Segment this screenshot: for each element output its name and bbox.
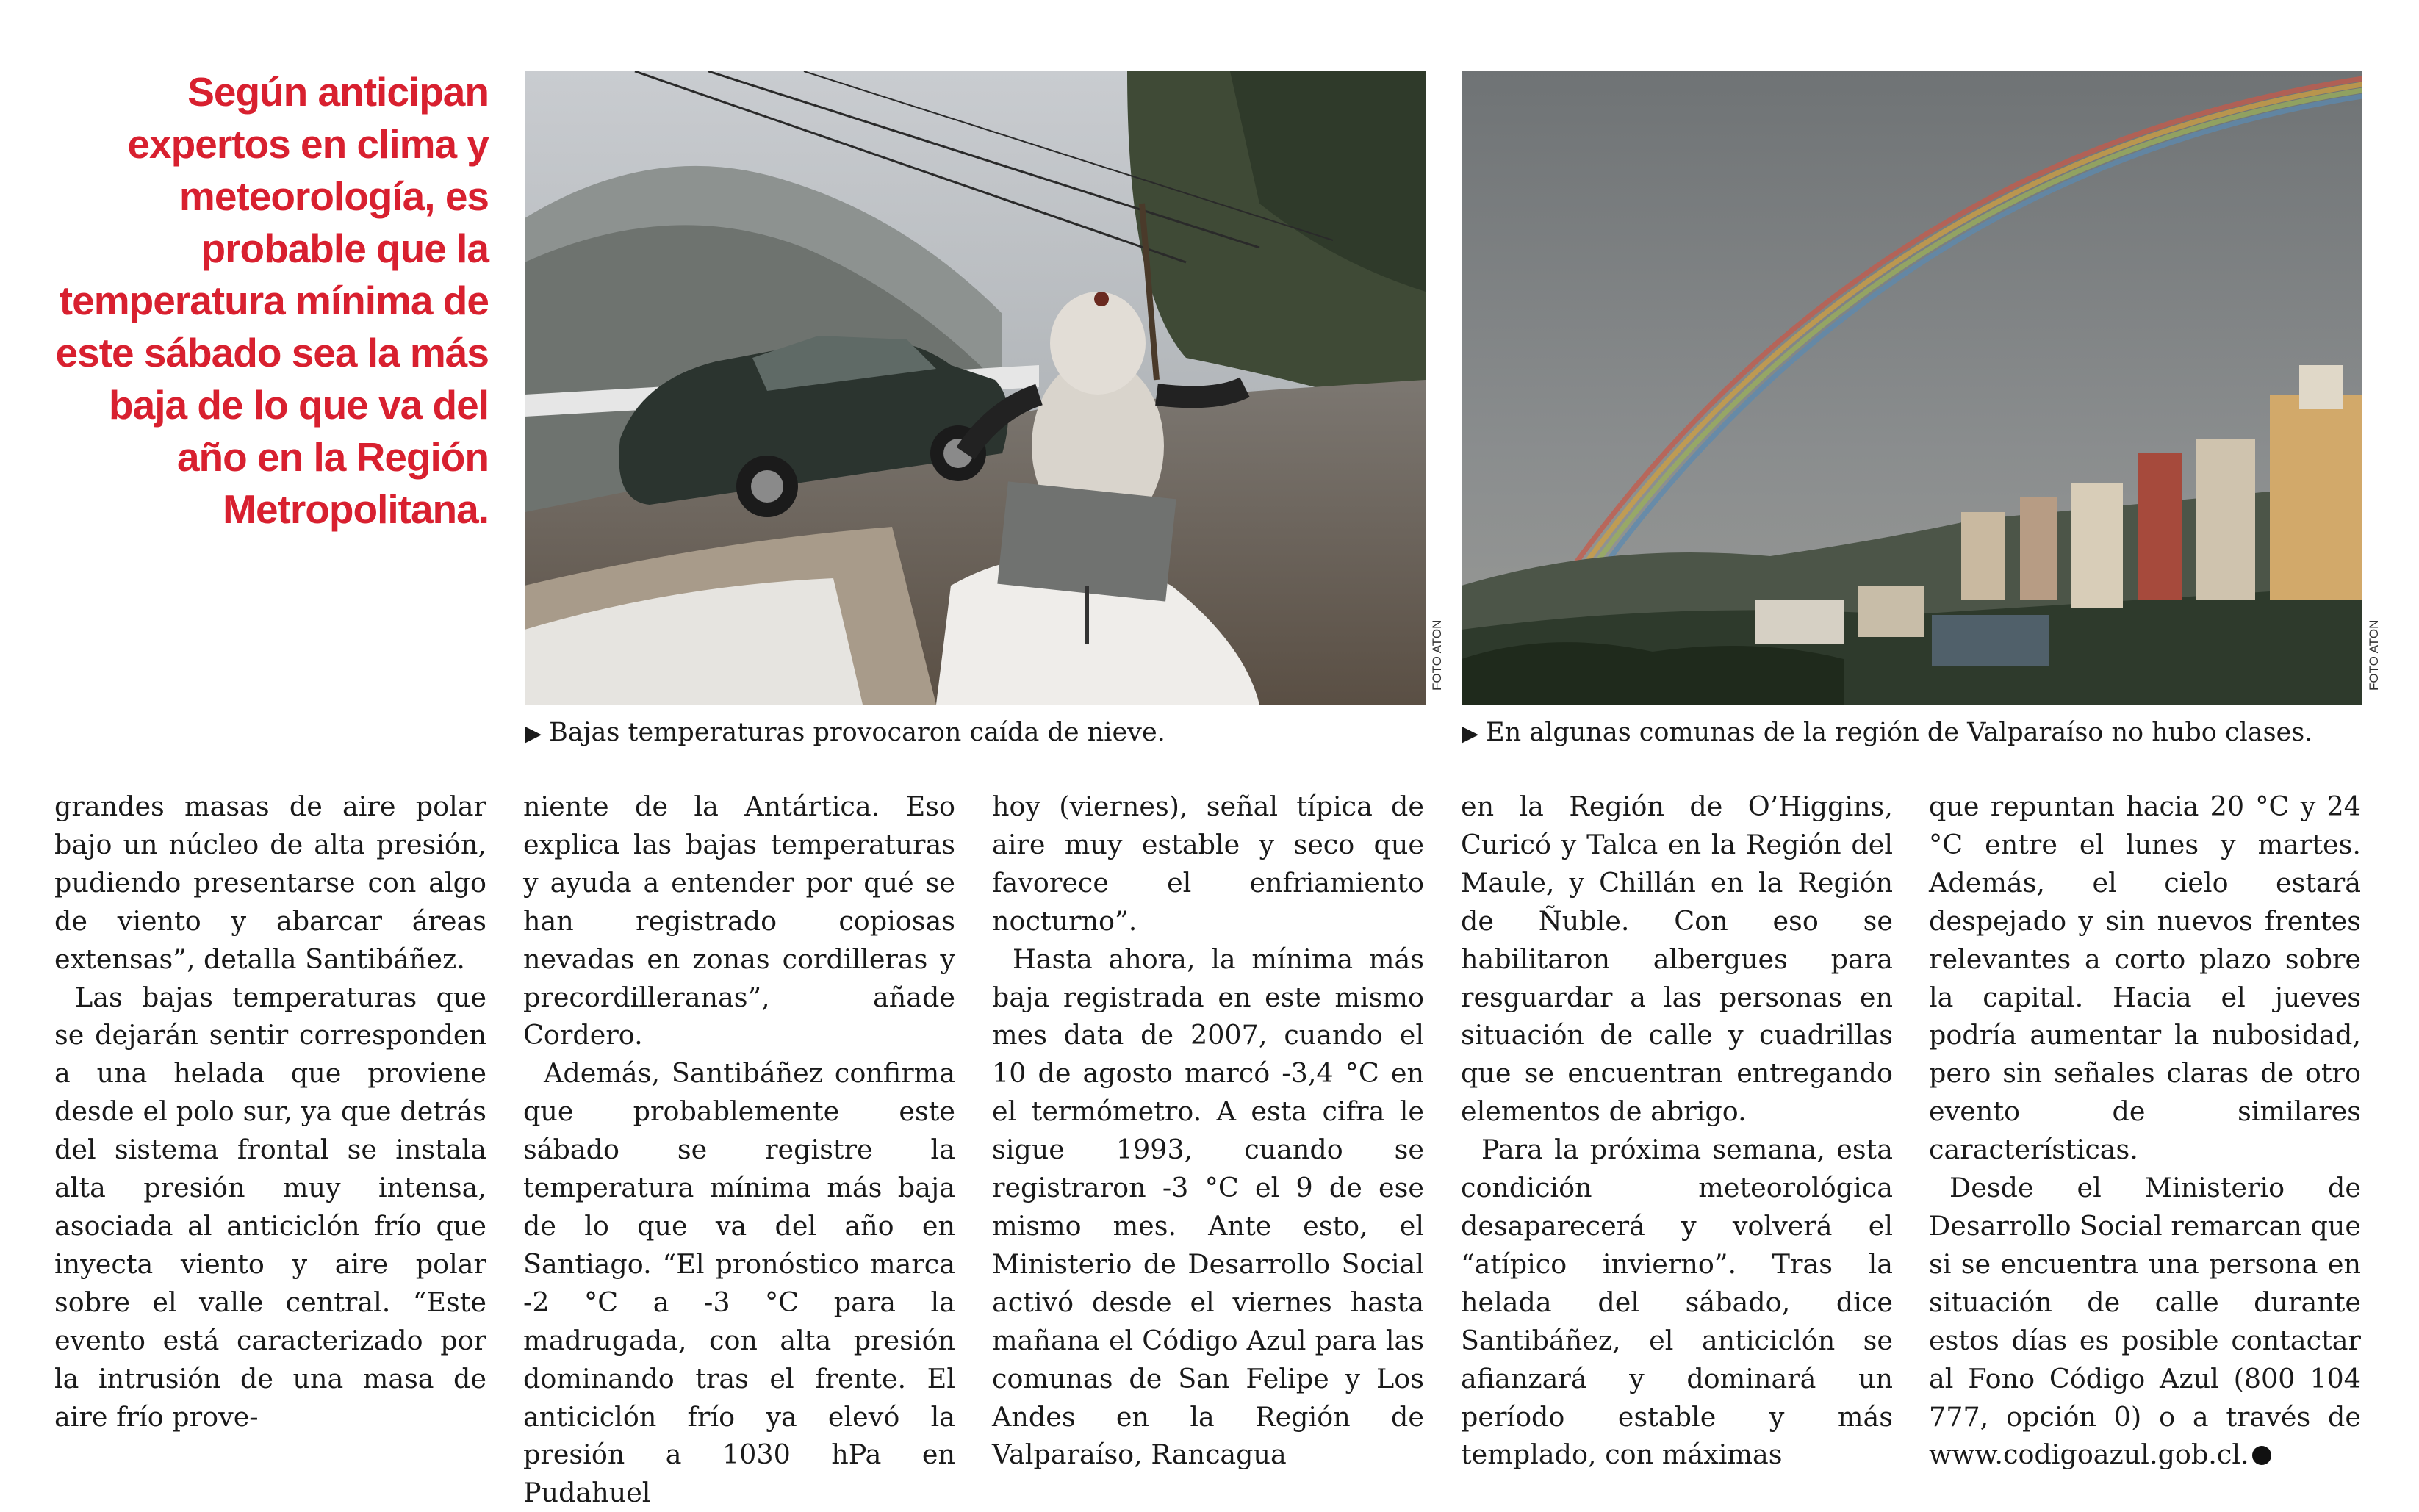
rainbow-photo	[1462, 71, 2362, 705]
article-paragraph: en la Región de O’Higgins, Curicó y Talca en la Región del Maule, y Chillán en la Región de Ñuble. Con eso se habilitaron albergues para resguardar a las personas en situación de calle y cuadrillas que se encuentran entregando elementos de abrigo.	[1461, 791, 1893, 1128]
article-paragraph	[1929, 1169, 2361, 1474]
photo-credit: FOTO ATON	[1430, 619, 1444, 691]
end-mark-icon	[2252, 1446, 2271, 1465]
article-paragraph: niente de la Antártica. Eso explica las bajas temperaturas y ayuda a entender por qué se han registrado copiosas nevadas en zonas cordilleras y precordilleranas”, añade Cordero.	[523, 791, 955, 1051]
caption-text: Bajas temperaturas provocaron caída de nieve.	[549, 718, 1165, 747]
article-paragraph: que repuntan hacia 20 °C y 24 °C entre el lunes y martes. Además, el cielo estará despejado y sin nuevos frentes relevantes a corto plazo sobre la capital. Hacia el jueves podría aumentar la nubosidad, pero sin señales claras de otro evento de similares características.	[1929, 791, 2361, 1166]
caption-text: En algunas comunas de la región de Valparaíso no hubo clases.	[1486, 718, 2313, 747]
article-paragraph: hoy (viernes), señal típica de aire muy estable y seco que favorece el enfriamiento nocturno”.	[992, 791, 1424, 937]
play-triangle-icon: ▶	[525, 721, 542, 746]
article-column	[523, 788, 955, 1512]
article-column	[1929, 788, 2361, 1474]
snowman-photo	[525, 71, 1426, 705]
article-paragraph: Las bajas temperaturas que se dejarán sentir corresponden a una helada que proviene desde el polo sur, ya que detrás del sistema frontal se instala alta presión muy intensa, asociada al anticiclón frío que inyecta viento y aire polar sobre el valle central. “Este evento está caracterizado por la intrusión de una masa de aire frío prove-	[54, 981, 486, 1433]
photo-credit: FOTO ATON	[2367, 619, 2381, 691]
article-paragraph: Para la próxima semana, esta condición meteorológica desaparecerá y volverá el “atípico invierno”. Tras la helada del sábado, dice Santibáñez, el anticiclón se afianzará y dominará un período estable y más templado, con máximas	[1461, 1134, 1893, 1471]
photo-caption	[1462, 714, 2312, 751]
article-column	[1461, 788, 1893, 1474]
article-paragraph: grandes masas de aire polar bajo un núcleo de alta presión, pudiendo presentarse con algo de viento y abarcar áreas extensas”, detalla Santibáñez.	[54, 791, 486, 975]
article-column	[54, 788, 486, 1436]
article-paragraph: Además, Santibáñez confirma que probablemente este sábado se registre la temperatura mínima más baja de lo que va del año en Santiago. “El pronóstico marca -2 °C a -3 °C para la madrugada, con alta presión dominando tras el frente. El anticiclón frío ya elevó la presión a 1030 hPa en Pudahuel	[523, 1057, 955, 1509]
rainbow-photo-image	[1462, 71, 2362, 705]
closing-paragraph-text: Desde el Ministerio de Desarrollo Social remarcan que si se encuentra una persona en situación de calle durante estos días es posible contactar al Fono Código Azul (800 104 777, opción 0) o a través de www.codigoazul.gob.cl.	[1929, 1172, 2361, 1471]
pull-quote: Según anticipan expertos en clima y meteorología, es probable que la temperatura mínima de este sábado sea la más baja de lo que va del año en la Región Metropolitana.	[55, 69, 489, 532]
article-paragraph: Hasta ahora, la mínima más baja registrada en este mismo mes data de 2007, cuando el 10 de agosto marcó -3,4 °C en el termómetro. A esta cifra le sigue 1993, cuando se registraron -3 °C el 9 de ese mismo mes. Ante esto, el Ministerio de Desarrollo Social activó desde el viernes hasta mañana el Código Azul para las comunas de San Felipe y Los Andes en la Región de Valparaíso, Rancagua	[992, 943, 1424, 1471]
snowman-photo-image	[525, 71, 1426, 705]
play-triangle-icon: ▶	[1462, 721, 1479, 746]
photo-caption	[525, 714, 1165, 751]
article-column	[992, 788, 1424, 1474]
